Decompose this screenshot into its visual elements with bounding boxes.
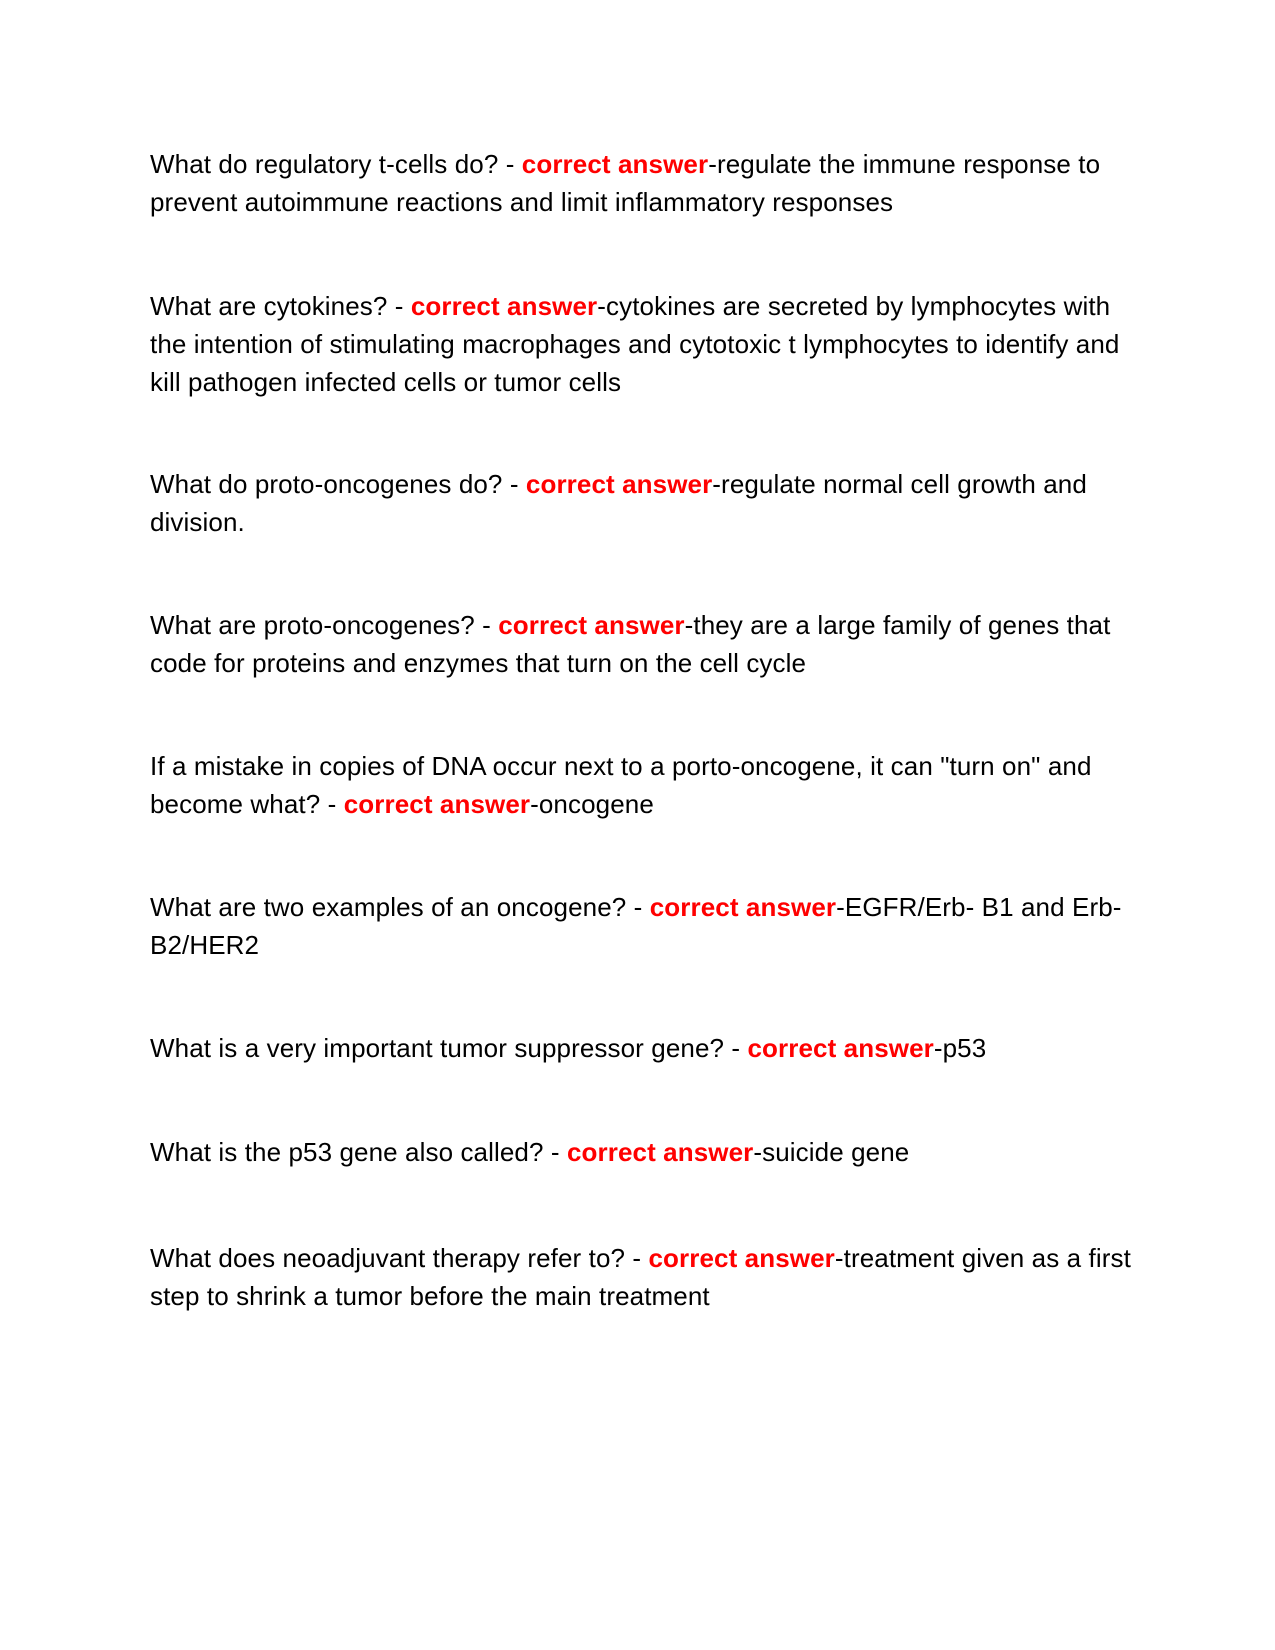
qa-item-tumor-suppressor — [150, 1029, 1135, 1067]
answer-text: -p53 — [933, 1033, 987, 1063]
qa-item-cytokines — [150, 287, 1135, 401]
question-text: What do regulatory t-cells do? - — [150, 149, 522, 179]
answer-text: -cytokines are secreted by lymphocytes with the intention of stimulating macrophages and cytotoxic t lymphocytes to identify and kill pathogen infected cells or tumor cells — [150, 291, 1120, 397]
question-text: What is the p53 gene also called? - — [150, 1137, 567, 1167]
question-text: What does neoadjuvant therapy refer to? - — [150, 1243, 649, 1273]
question-text: What are two examples of an oncogene? - — [150, 892, 650, 922]
answer-text: -treatment given as a first step to shrink a tumor before the main treatment — [150, 1243, 1131, 1311]
correct-answer-label: correct answer — [648, 1243, 835, 1273]
answer-text: -suicide gene — [753, 1137, 910, 1167]
answer-text: -they are a large family of genes that code for proteins and enzymes that turn on the cell cycle — [150, 610, 1111, 678]
correct-answer-label: correct answer — [498, 610, 685, 640]
qa-item-proto-oncogenes-do — [150, 465, 1135, 541]
answer-text: -regulate the immune response to prevent autoimmune reactions and limit inflammatory responses — [150, 149, 1101, 217]
qa-item-p53-name — [150, 1133, 1135, 1171]
correct-answer-label: correct answer — [521, 149, 709, 179]
correct-answer-label: correct answer — [410, 291, 598, 321]
answer-text: -oncogene — [530, 789, 654, 819]
question-text: What do proto-oncogenes do? - — [150, 469, 526, 499]
question-text: What are proto-oncogenes? - — [150, 610, 499, 640]
correct-answer-label: correct answer — [566, 1137, 754, 1167]
question-text: If a mistake in copies of DNA occur next to a porto-oncogene, it can "turn on" and become what? - — [150, 751, 1092, 819]
answer-text: -regulate normal cell growth and division. — [150, 469, 1087, 537]
qa-item-neoadjuvant-therapy — [150, 1239, 1135, 1315]
answer-text: -EGFR/Erb- B1 and Erb-B2/HER2 — [150, 892, 1122, 960]
correct-answer-label: correct answer — [747, 1033, 934, 1063]
qa-item-regulatory-t-cells — [150, 145, 1135, 221]
qa-item-dna-mistake — [150, 747, 1135, 823]
correct-answer-label: correct answer — [649, 892, 837, 922]
correct-answer-label: correct answer — [525, 469, 713, 499]
correct-answer-label: correct answer — [343, 789, 531, 819]
qa-item-oncogene-examples — [150, 888, 1135, 964]
qa-item-proto-oncogenes-are — [150, 606, 1135, 682]
question-text: What is a very important tumor suppressor gene? - — [150, 1033, 748, 1063]
question-text: What are cytokines? - — [150, 291, 411, 321]
